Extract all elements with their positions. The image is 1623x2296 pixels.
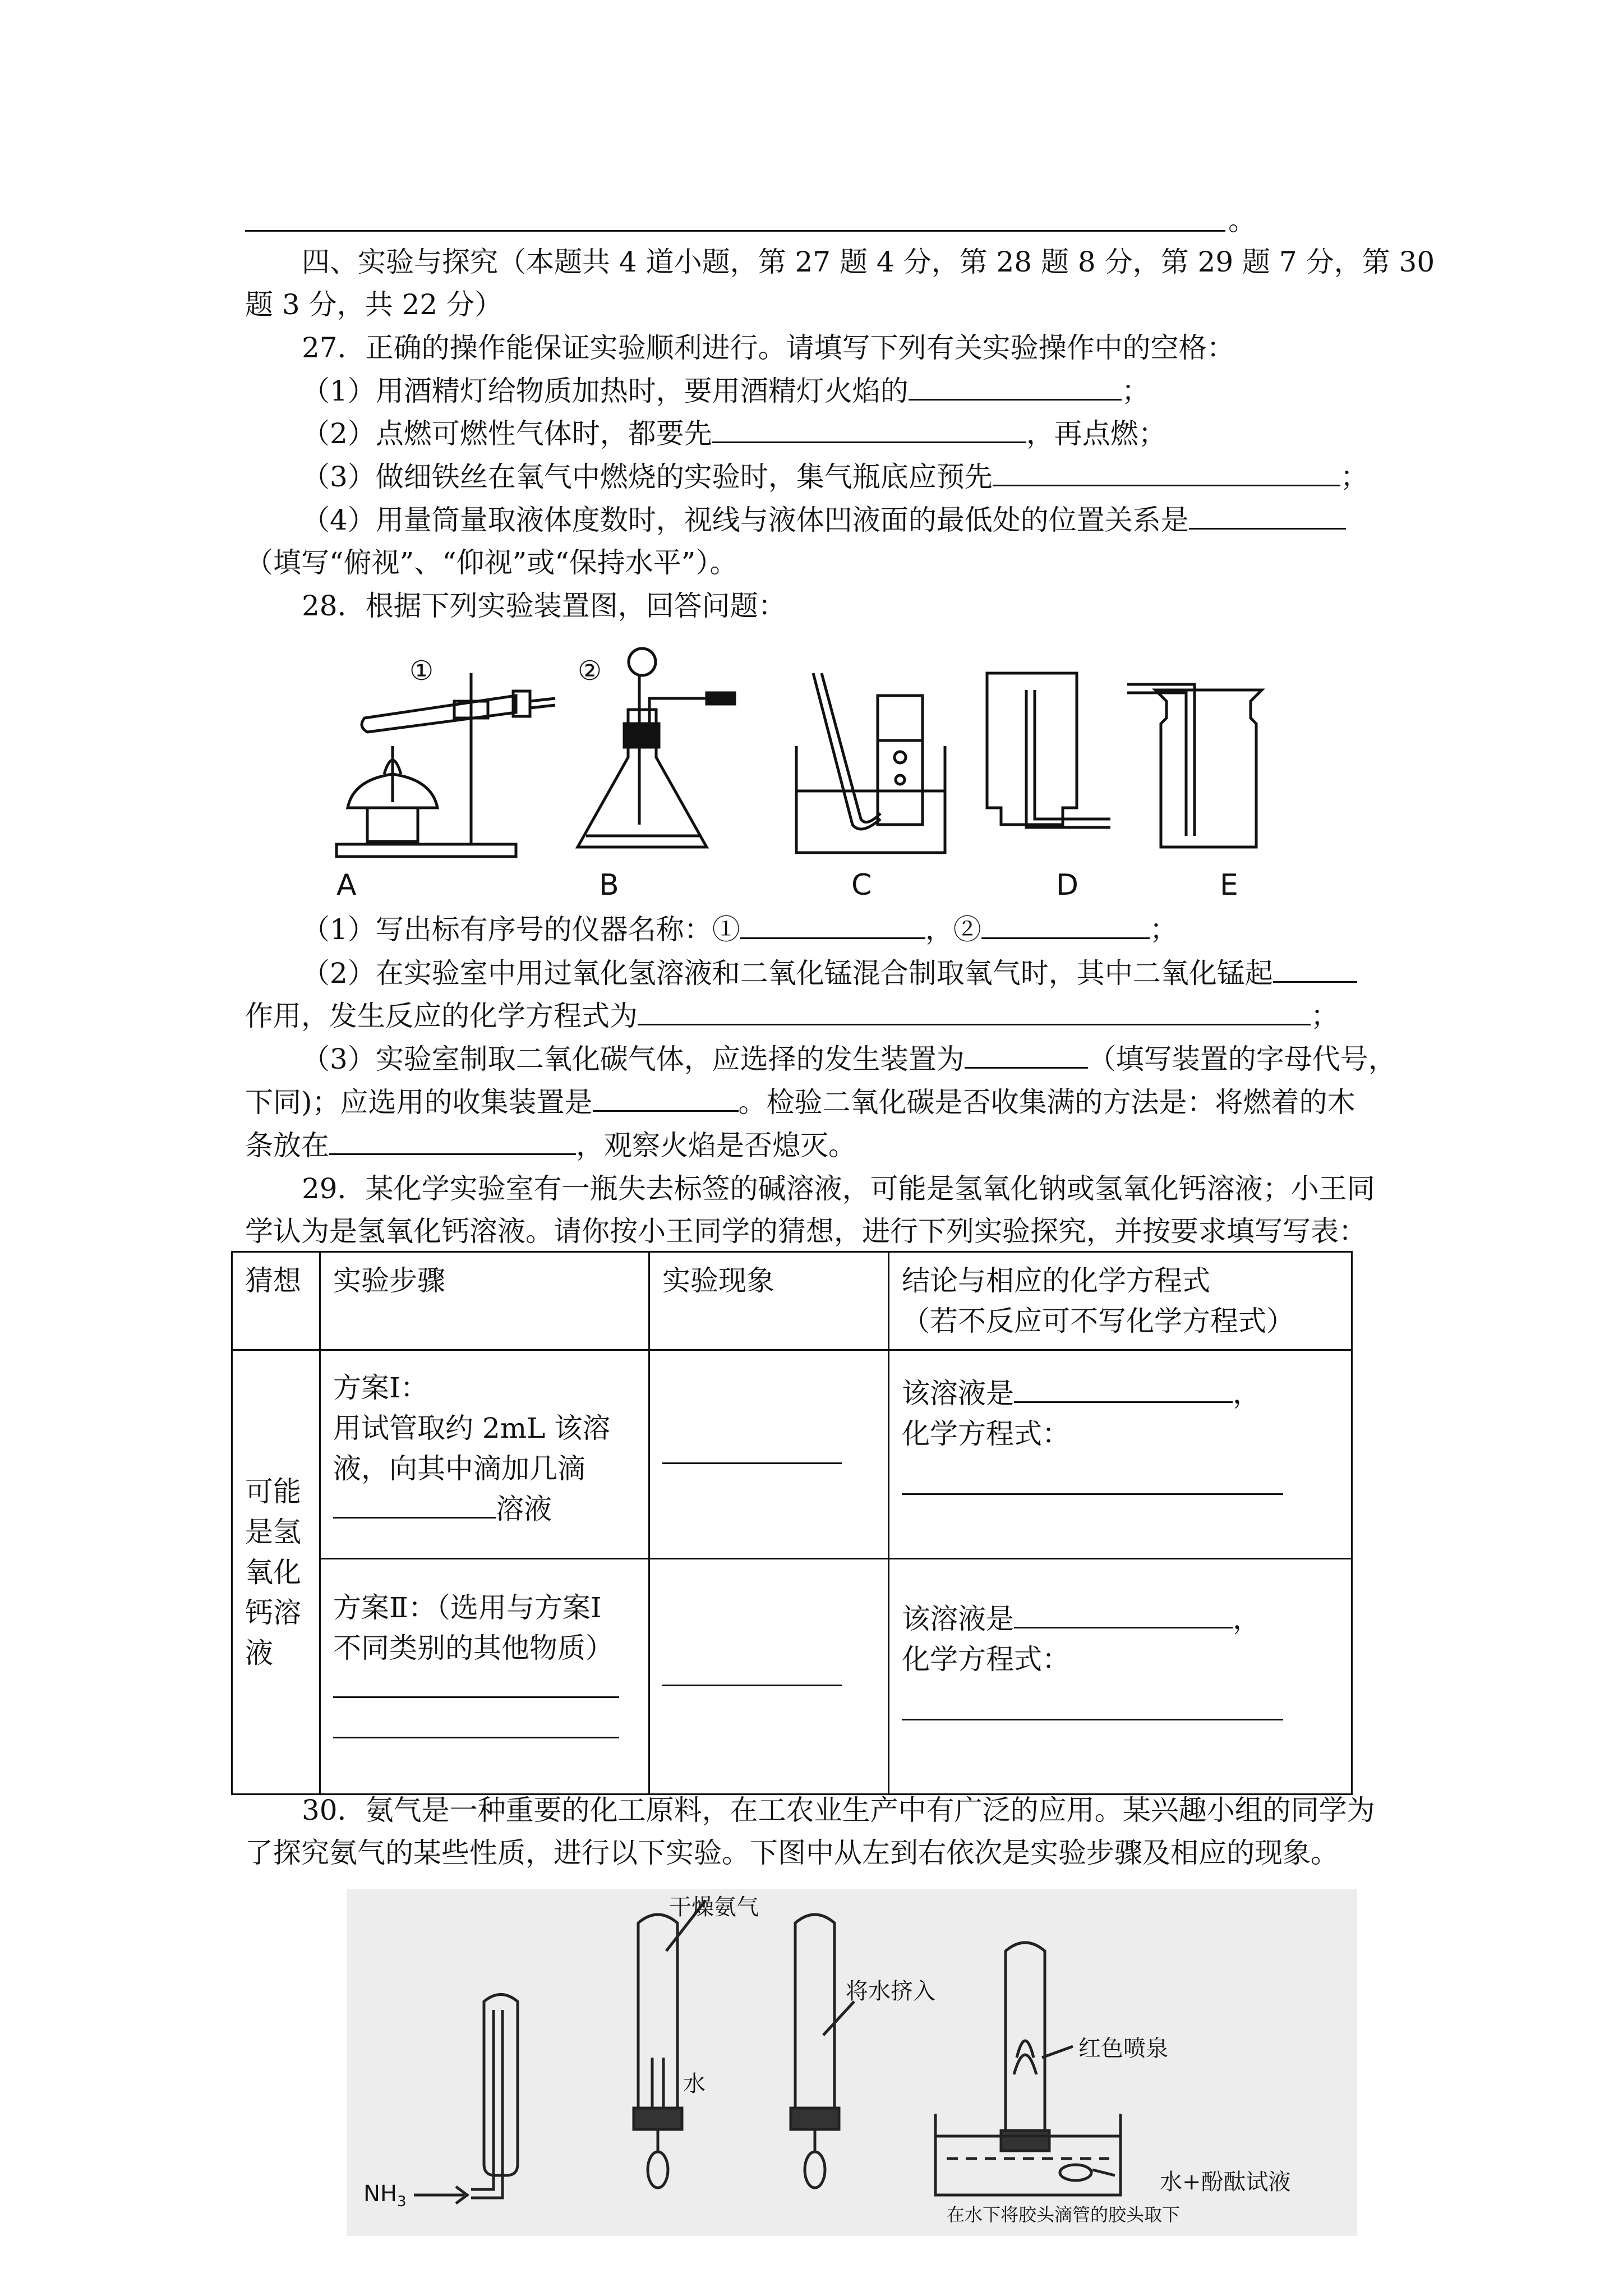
plan2-blank1[interactable]	[333, 1671, 619, 1698]
apparatus-d	[987, 673, 1110, 827]
q27-blank2[interactable]	[712, 416, 1026, 443]
th-guess: 猜想	[232, 1252, 320, 1350]
q28-blank6[interactable]	[593, 1084, 739, 1112]
apparatus-a	[336, 673, 555, 857]
q27-item4-cont: （填写“俯视”、“仰视”或“保持水平”）。	[245, 546, 738, 579]
fig-fountain-label: 红色喷泉	[1078, 2036, 1168, 2062]
q28-blank1[interactable]	[740, 912, 925, 939]
label-b: B	[599, 868, 619, 902]
concl2-blank[interactable]	[1014, 1601, 1233, 1628]
label-d: D	[1056, 868, 1079, 902]
q28-blank2[interactable]	[981, 912, 1150, 939]
fig-nh3-label: $NH_3$	[363, 2181, 407, 2210]
top-period: 。	[1228, 204, 1256, 237]
phen2-blank[interactable]	[662, 1659, 842, 1686]
q27-blank3[interactable]	[993, 459, 1340, 486]
q27-stem: 27．正确的操作能保证实验顺利进行。请填写下列有关实验操作中的空格：	[302, 332, 1235, 364]
answer-line-top	[245, 230, 1225, 232]
concl1-cell: 该溶液是 ， 化学方程式：	[889, 1350, 1352, 1559]
q29-stem-line2: 学认为是氢氧化钙溶液。请你按小王同学的猜想，进行下列实验探究，并按要求填写写表：	[245, 1215, 1367, 1248]
mark-1: ①	[409, 655, 434, 687]
label-e: E	[1220, 868, 1238, 902]
q28-item3: （3）实验室制取二氧化碳气体，应选择的发生装置为 （填写装置的字母代号，	[302, 1039, 1396, 1079]
q30-stem-line2: 了探究氨气的某些性质，进行以下实验。下图中从左到右依次是实验步骤及相应的现象。	[245, 1837, 1339, 1869]
q28-stem: 28．根据下列实验装置图，回答问题：	[302, 590, 786, 622]
q28-blank7[interactable]	[329, 1128, 576, 1155]
fig-water-phenol-label: 水+酚酞试液	[1160, 2169, 1291, 2195]
plan1-cell: 方案I： 用试管取约 2mL 该溶 液，向其中滴加几滴 溶液	[320, 1350, 649, 1559]
q28-blank3[interactable]	[1273, 955, 1357, 983]
phen1-blank[interactable]	[662, 1437, 842, 1464]
q28-item3-cont2: 条放在 ，观察火焰是否熄灭。	[245, 1126, 856, 1165]
q27-item1: （1）用酒精灯给物质加热时，要用酒精灯火焰的 ；	[302, 371, 1150, 411]
apparatus-e	[1127, 684, 1262, 847]
mark-2: ②	[578, 655, 602, 687]
section-title-line2: 题 3 分，共 22 分）	[245, 288, 503, 321]
equation1-blank[interactable]	[902, 1467, 1283, 1495]
q28-apparatus-figure	[314, 639, 1301, 875]
q30-stem-line1: 30．氨气是一种重要的化工原料，在工农业生产中有广泛的应用。某兴趣小组的同学为	[302, 1794, 1375, 1826]
q28-item2: （2）在实验室中用过氧化氢溶液和二氧化锰混合制取氧气时，其中二氧化锰起	[302, 954, 1357, 993]
label-a: A	[336, 868, 357, 902]
q28-item2-cont: 作用，发生反应的化学方程式为 ；	[245, 996, 1339, 1036]
q27-item2: （2）点燃可燃性气体时，都要先 ，再点燃；	[302, 414, 1166, 453]
section-title-line1: 四、实验与探究（本题共 4 道小题，第 27 题 4 分，第 28 题 8 分，第 29 题 7 分，第 30	[302, 246, 1435, 278]
q27-blank1[interactable]	[909, 373, 1122, 401]
fig-caption: 在水下将胶头滴管的胶头取下	[947, 2204, 1181, 2225]
phen1-cell	[649, 1350, 889, 1559]
fig-squeeze-label: 将水挤入	[846, 1978, 935, 2004]
q27-blank4[interactable]	[1189, 502, 1346, 530]
apparatus-c	[796, 673, 945, 853]
q28-item1: （1）写出标有序号的仪器名称：① ，② ；	[302, 910, 1178, 949]
q28-blank5[interactable]	[965, 1041, 1088, 1069]
q30-figure	[347, 1889, 1357, 2236]
th-conclusion: 结论与相应的化学方程式 （若不反应可不写化学方程式）	[889, 1252, 1352, 1350]
concl2-cell: 该溶液是 ， 化学方程式：	[889, 1559, 1352, 1795]
phen2-cell	[649, 1559, 889, 1795]
label-c: C	[851, 868, 872, 902]
plan1-blank[interactable]	[333, 1491, 496, 1519]
q27-item4: （4）用量筒量取液体度数时，视线与液体凹液面的最低处的位置关系是	[302, 500, 1346, 540]
plan2-blank2[interactable]	[333, 1711, 619, 1738]
fig-dry-nh3-label: 干燥氨气	[669, 1894, 759, 1920]
q29-stem-line1: 29．某化学实验室有一瓶失去标签的碱溶液，可能是氢氧化钠或氢氧化钙溶液；小王同	[302, 1172, 1375, 1205]
q28-item3-cont1: 下同)；应选用的收集装置是 。检验二氧化碳是否收集满的方法是：将燃着的木	[245, 1083, 1355, 1122]
q28-blank4[interactable]	[638, 998, 1311, 1025]
equation2-blank[interactable]	[902, 1693, 1283, 1720]
th-phenomenon: 实验现象	[649, 1252, 889, 1350]
guess-cell: 可能 是氢 氧化 钙溶 液	[232, 1350, 320, 1795]
concl1-blank[interactable]	[1014, 1375, 1233, 1403]
q27-item3: （3）做细铁丝在氧气中燃烧的实验时，集气瓶底应预先 ；	[302, 457, 1368, 496]
fig-water-label: 水	[683, 2071, 706, 2097]
th-steps: 实验步骤	[320, 1252, 649, 1350]
q29-table	[231, 1251, 1353, 1795]
plan2-cell: 方案Ⅱ：（选用与方案I 不同类别的其他物质）	[320, 1559, 649, 1795]
